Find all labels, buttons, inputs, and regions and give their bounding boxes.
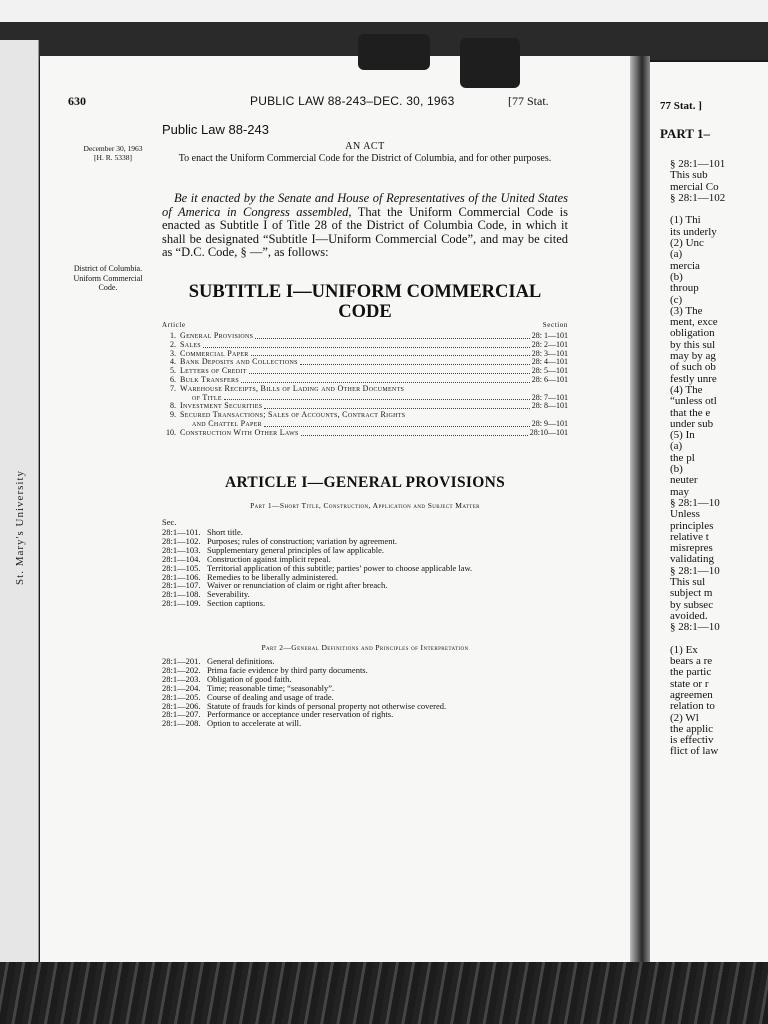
section-desc: General definitions.	[207, 656, 275, 666]
side-note-ucc: Uniform Commercial Code.	[73, 273, 143, 292]
toc-section: 28: 8—101	[531, 401, 568, 411]
facing-line: (1) Ex	[670, 643, 698, 656]
margin-handwriting: St. Mary's University	[14, 470, 26, 585]
section-desc: Obligation of good faith.	[207, 673, 292, 684]
toc-section: 28: 6—101	[531, 374, 568, 384]
facing-line: its underly	[670, 225, 717, 238]
facing-line: validating	[670, 553, 714, 566]
enacting-italic: Be it enacted by the Senate and House of Representatives of the United States of America in Congress assembled,	[162, 191, 568, 219]
sec-label: Sec.	[162, 517, 177, 527]
toc-header	[162, 321, 568, 329]
facing-line: by subsec	[670, 598, 714, 611]
facing-line: subject m	[670, 587, 713, 600]
facing-line: bears a re	[670, 655, 713, 668]
section-code: 28:1—208.	[162, 718, 201, 729]
facing-line: (c)	[670, 293, 683, 306]
stat-reference: [77 Stat.	[508, 94, 549, 108]
subtitle-line2: CODE	[338, 302, 392, 322]
section-code: 28:1—106.	[162, 571, 201, 582]
date-note	[68, 144, 158, 162]
facing-line: (b)	[670, 270, 683, 283]
section-desc: Purposes; rules of construction; variation by agreement.	[207, 535, 398, 546]
toc-title: Warehouse Receipts, Bills of Lading and Other Documents	[180, 383, 405, 393]
toc-section: 28: 7—101	[531, 392, 568, 402]
facing-page-text	[670, 159, 725, 758]
toc-row	[162, 429, 568, 438]
section-code: 28:1—201.	[162, 656, 201, 666]
facing-line: § 28:1—101	[670, 158, 726, 170]
facing-line: of such ob	[670, 361, 716, 374]
facing-line: neuter	[670, 474, 698, 487]
side-note-district: District of Columbia.	[73, 264, 143, 273]
section-code: 28:1—207.	[162, 709, 201, 720]
facing-line: Unless	[670, 508, 700, 521]
toc-title: Construction With Other Laws	[180, 427, 299, 437]
scan-left-margin	[0, 40, 39, 980]
facing-line: is effectiv	[670, 734, 714, 747]
toc-title-cont: of Title	[192, 392, 222, 402]
toc-title: Bulk Transfers	[180, 374, 239, 384]
enacting-clause	[162, 192, 568, 260]
section-code: 28:1—205.	[162, 691, 201, 702]
subtitle-line1: SUBTITLE I—UNIFORM COMMERCIAL	[188, 282, 542, 302]
facing-line: relative t	[670, 530, 709, 543]
toc-col-section: Section	[542, 321, 568, 329]
book-gutter	[630, 56, 650, 968]
facing-line: the applic	[670, 722, 714, 735]
section-item	[162, 719, 568, 728]
act-description: To enact the Uniform Commercial Code for the District of Columbia, and for other purposes.	[178, 153, 552, 164]
subtitle-heading	[162, 282, 568, 322]
facing-line: § 28:1—10	[670, 496, 720, 509]
part2-section-list	[162, 657, 568, 728]
facing-line: (b)	[670, 463, 683, 476]
toc-title: Investment Securities	[180, 401, 263, 411]
facing-line: state or r	[670, 677, 709, 690]
toc-num: 8.	[170, 401, 176, 411]
act-heading	[162, 141, 568, 165]
facing-page	[650, 62, 768, 962]
toc-title: Letters of Credit	[180, 366, 247, 376]
enacting-text: That the Uniform Commercial Code is enacted as Subtitle I of Title 28 of the District of Columbia Code, in which it shall be designated “Subtitle I—Uniform Commercial Code”, and may be cited as “D.C. Code, § —”, as follows:	[162, 204, 568, 259]
section-code: 28:1—105.	[162, 562, 201, 573]
section-desc: Course of dealing and usage of trade.	[207, 691, 334, 702]
facing-line: (3) The	[670, 304, 703, 317]
facing-stat: 77 Stat. ]	[660, 100, 702, 112]
facing-line: (5) In	[670, 429, 695, 442]
section-code: 28:1—108.	[162, 589, 201, 600]
facing-line: (a)	[670, 440, 683, 453]
toc-title: General Provisions	[180, 331, 254, 340]
section-desc: Statute of frauds for kinds of personal property not otherwise covered.	[207, 700, 447, 711]
facing-line: may by ag	[670, 350, 716, 363]
facing-line: relation to	[670, 700, 715, 713]
facing-line: (1) Thi	[670, 214, 701, 227]
toc-title: Sales	[180, 339, 201, 349]
part1-heading: Part 1—Short Title, Construction, Application and Subject Matter	[250, 501, 480, 510]
toc-section: 28: 9—101	[531, 418, 568, 428]
section-desc: Territorial application of this subtitle; parties’ power to choose applicable law.	[207, 562, 473, 573]
facing-part-heading: PART 1–	[660, 126, 710, 141]
scan-bottom-edge	[0, 962, 768, 1024]
toc-num: 2.	[170, 339, 176, 349]
facing-line: § 28:1—10	[670, 621, 720, 634]
section-code: 28:1—202.	[162, 664, 201, 675]
page-number: 630	[68, 94, 86, 108]
section-code: 28:1—107.	[162, 580, 201, 591]
section-code: 28:1—104.	[162, 553, 201, 564]
bill-number: [H. R. 5338]	[94, 153, 132, 162]
facing-line: avoided.	[670, 609, 708, 622]
facing-line: “unless otl	[670, 395, 717, 408]
article-title: ARTICLE I—GENERAL PROVISIONS	[224, 474, 506, 491]
act-title: AN ACT	[345, 141, 385, 152]
left-page	[40, 56, 630, 968]
facing-line: (4) The	[670, 383, 703, 396]
facing-line: under sub	[670, 417, 714, 430]
binding-tape	[358, 34, 430, 70]
toc-section: 28: 5—101	[531, 366, 568, 376]
facing-line: the pl	[670, 451, 695, 464]
facing-line: the partic	[670, 666, 712, 679]
toc-num: 7.	[170, 383, 176, 393]
facing-line: § 28:1—10	[670, 564, 720, 577]
toc-num: 1.	[170, 331, 176, 340]
side-note	[68, 264, 148, 293]
facing-line: by this sul	[670, 338, 716, 351]
facing-line: This sub	[670, 169, 708, 182]
section-code: 28:1—102.	[162, 535, 201, 546]
toc-num: 3.	[170, 348, 176, 358]
toc-section: 28: 1—101	[531, 331, 568, 340]
facing-line: (2) Wl	[670, 711, 699, 724]
toc-row	[162, 332, 568, 341]
section-desc: Prima facie evidence by third party documents.	[207, 664, 368, 675]
facing-line: mercia	[670, 259, 700, 272]
toc-num: 6.	[170, 374, 176, 384]
section-desc: Remedies to be liberally administered.	[207, 571, 339, 582]
toc-row	[162, 385, 568, 394]
date-line: December 30, 1963	[83, 144, 143, 153]
section-desc: Supplementary general principles of law applicable.	[207, 544, 385, 555]
toc-num: 10.	[166, 427, 176, 437]
part1-section-list	[162, 528, 568, 608]
section-code: 28:1—206.	[162, 700, 201, 711]
toc-section: 28: 2—101	[531, 339, 568, 349]
facing-line: mercial Co	[670, 180, 719, 193]
section-code: 28:1—204.	[162, 682, 201, 693]
section-desc: Severability.	[207, 589, 250, 600]
facing-line: ment, exce	[670, 316, 718, 329]
toc-rows	[162, 332, 568, 438]
part2-heading: Part 2—General Definitions and Principles of Interpretation	[261, 643, 469, 652]
section-desc: Section captions.	[207, 598, 266, 609]
facing-line: This sul	[670, 575, 706, 588]
toc-title: Commercial Paper	[180, 348, 249, 358]
public-law-title: Public Law 88-243	[162, 122, 269, 137]
section-desc: Time; reasonable time; “seasonably”.	[207, 682, 335, 693]
facing-line: § 28:1—102	[670, 191, 726, 204]
section-desc: Waiver or renunciation of claim or right after breach.	[207, 580, 388, 591]
toc-section: 28:10—101	[529, 427, 568, 437]
section-desc: Construction against implicit repeal.	[207, 553, 331, 564]
facing-line: may	[670, 485, 689, 498]
section-code: 28:1—109.	[162, 598, 201, 609]
facing-line: misrepres	[670, 542, 713, 555]
section-desc: Performance or acceptance under reservation of rights.	[207, 709, 394, 720]
toc-title-cont: and Chattel Paper	[192, 418, 262, 428]
facing-line: festly unre	[670, 372, 717, 385]
facing-line: (2) Unc	[670, 237, 704, 250]
toc-num: 5.	[170, 366, 176, 376]
facing-line: (a)	[670, 248, 683, 261]
toc-title: Bank Deposits and Collections	[180, 357, 298, 367]
facing-line: flict of law	[670, 745, 719, 758]
section-code: 28:1—101.	[162, 527, 201, 537]
running-head: PUBLIC LAW 88-243–DEC. 30, 1963	[250, 94, 455, 108]
section-code: 28:1—203.	[162, 673, 201, 684]
facing-line: agreemen	[670, 688, 713, 701]
section-item	[162, 599, 568, 608]
facing-line: throup	[670, 282, 699, 295]
toc-title: Secured Transactions; Sales of Accounts, Contract Rights	[180, 410, 406, 420]
section-desc: Option to accelerate at will.	[207, 718, 302, 729]
facing-line: obligation	[670, 327, 715, 340]
facing-line: that the e	[670, 406, 711, 419]
section-desc: Short title.	[207, 527, 243, 537]
table-of-contents	[162, 321, 568, 438]
facing-line: principles	[670, 519, 714, 532]
binding-tape	[460, 38, 520, 88]
toc-col-article: Article	[162, 321, 186, 329]
toc-section: 28: 3—101	[531, 348, 568, 358]
toc-num: 9.	[170, 410, 176, 420]
toc-section: 28: 4—101	[531, 357, 568, 367]
toc-num: 4.	[170, 357, 176, 367]
section-code: 28:1—103.	[162, 544, 201, 555]
